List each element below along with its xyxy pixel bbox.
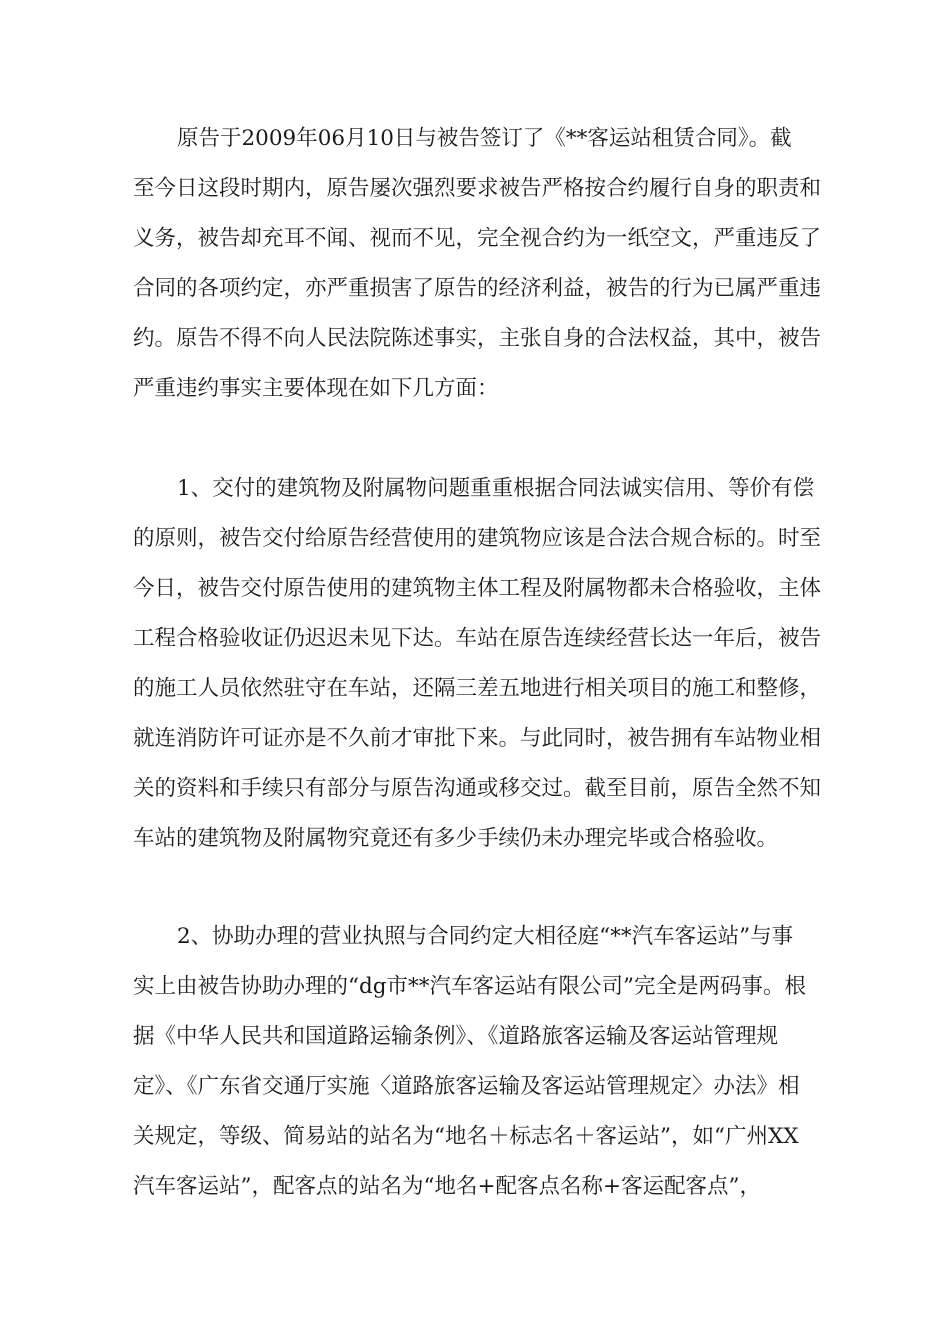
paragraph-3-line-6: 汽车客运站”，配客点的站名为“地名+配客点名称+客运配客点”， [133, 1174, 762, 1199]
paragraph-3-line-5: 关规定，等级、简易站的站名为“地名＋标志名＋客运站”，如“广州XX [133, 1124, 799, 1149]
paragraph-2-line-7: 关的资料和手续只有部分与原告沟通或移交过。截至目前，原告全然不知 [133, 776, 822, 801]
paragraph-2-line-5: 的施工人员依然驻守在车站，还隔三差五地进行相关项目的施工和整修， [133, 676, 822, 701]
paragraph-2-line-1: 1、交付的建筑物及附属物问题重重根据合同法诚实信用、等价有偿 [177, 476, 815, 501]
paragraph-3-line-2: 实上由被告协助办理的“dg市**汽车客运站有限公司”完全是两码事。根 [133, 974, 807, 999]
paragraph-2-line-4: 工程合格验收证仍迟迟未见下达。车站在原告连续经营长达一年后，被告 [133, 626, 822, 651]
paragraph-1-line-4: 合同的各项约定，亦严重损害了原告的经济利益，被告的行为已属严重违 [133, 276, 822, 301]
paragraph-1-line-3: 义务，被告却充耳不闻、视而不见，完全视合约为一纸空文，严重违反了 [133, 226, 822, 251]
paragraph-2-line-6: 就连消防许可证亦是不久前才审批下来。与此同时，被告拥有车站物业相 [133, 726, 822, 751]
paragraph-1-line-2: 至今日这段时期内，原告屡次强烈要求被告严格按合约履行自身的职责和 [133, 176, 822, 201]
paragraph-2-line-3: 今日，被告交付原告使用的建筑物主体工程及附属物都未合格验收，主体 [133, 576, 822, 601]
paragraph-3-line-3: 据《中华人民共和国道路运输条例》、《道路旅客运输及客运站管理规 [133, 1024, 779, 1049]
paragraph-3-line-4: 定》、《广东省交通厅实施〈道路旅客运输及客运站管理规定〉办法》相 [133, 1074, 800, 1099]
paragraph-2-line-8: 车站的建筑物及附属物究竟还有多少手续仍未办理完毕或合格验收。 [133, 826, 779, 851]
paragraph-1-line-5: 约。原告不得不向人民法院陈述事实，主张自身的合法权益，其中，被告 [133, 326, 822, 351]
paragraph-1-line-6: 严重违约事实主要体现在如下几方面： [133, 376, 499, 401]
paragraph-3-line-1: 2、协助办理的营业执照与合同约定大相径庭“**汽车客运站”与事 [177, 924, 794, 949]
paragraph-2-line-2: 的原则，被告交付给原告经营使用的建筑物应该是合法合规合标的。时至 [133, 526, 822, 551]
paragraph-1-line-1: 原告于2009年06月10日与被告签订了《**客运站租赁合同》。截 [177, 126, 792, 151]
